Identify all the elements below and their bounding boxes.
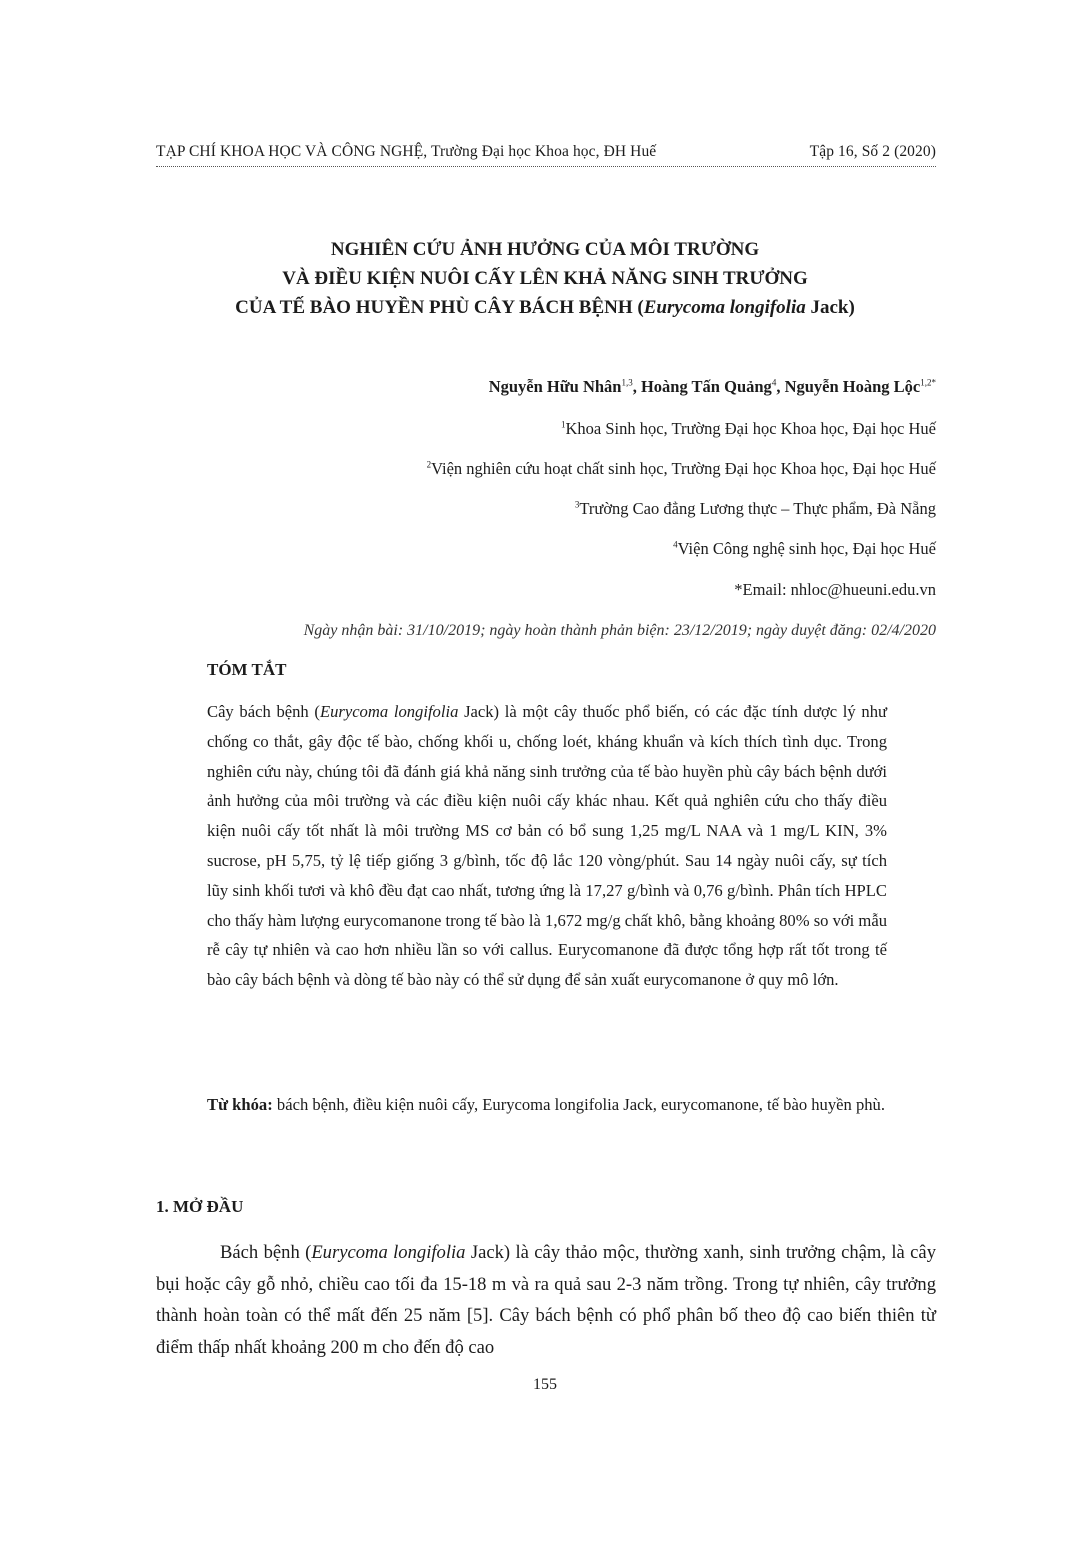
affiliation-1 [561, 419, 936, 439]
abstract-text: Jack) là một cây thuốc phổ biến, có các đặc tính dược lý như chống co thắt, gây độc tế bào, chống khối u, chống loét, kháng khuẩn và kích thích tình dục. Trong nghiên cứu này, chúng tôi đã đánh giá khả năng sinh trưởng của tế bào huyền phù cây bách bệnh dưới ảnh hưởng của môi trường và các điều kiện nuôi cấy khác nhau. Kết quả nghiên cứu cho thấy điều kiện nuôi cấy tốt nhất là môi trường MS cơ bản có bổ sung 1,25 mg/L NAA và 1 mg/L KIN, 3% sucrose, pH 5,75, tỷ lệ tiếp giống 3 g/bình, tốc độ lắc 120 vòng/phút. Sau 14 ngày nuôi cấy, sự tích lũy sinh khối tươi và khô đều đạt cao nhất, tương ứng là 17,27 g/bình và 0,76 g/bình. Phân tích HPLC cho thấy hàm lượng eurycomanone trong tế bào là 1,672 mg/g chất khô, bằng khoảng 80% so với mẫu rễ cây tự nhiên và cao hơn nhiều lần so với callus. Eurycomanone đã được tổng hợp rất tốt trong tế bào cây bách bệnh và dòng tế bào này có thể sử dụng để sản xuất eurycomanone ở quy mô lớn. [207, 702, 888, 990]
keywords-label: Từ khóa: [207, 1095, 273, 1114]
section-heading: 1. MỞ ĐẦU [156, 1197, 244, 1216]
title-line-2: VÀ ĐIỀU KIỆN NUÔI CẤY LÊN KHẢ NĂNG SINH TRƯỞNG [282, 268, 808, 289]
section-body [156, 1237, 936, 1363]
header-divider [156, 166, 936, 167]
keywords-text: bách bệnh, điều kiện nuôi cấy, Eurycoma longifolia Jack, eurycomanone, tế bào huyền phù. [272, 1095, 886, 1114]
author-affil-sup: 1,3 [621, 377, 633, 388]
title-line-3 [120, 293, 970, 322]
submission-dates: Ngày nhận bài: 31/10/2019; ngày hoàn thành phản biện: 23/12/2019; ngày duyệt đăng: 02/4/2020 [303, 622, 936, 639]
page-number: 155 [533, 1376, 557, 1393]
abstract-heading: TÓM TẮT [207, 660, 287, 679]
title-line-1: NGHIÊN CỨU ẢNH HƯỞNG CỦA MÔI TRƯỜNG [330, 239, 760, 260]
author-separator: , [776, 377, 785, 396]
corresponding-email: *Email: nhloc@hueuni.edu.vn [734, 580, 936, 599]
author-name: Hoàng Tấn Quảng [640, 377, 772, 396]
affiliation-sup: 3 [574, 499, 580, 510]
author-name: Nguyễn Hữu Nhân [488, 377, 622, 396]
affiliation-4 [673, 539, 936, 559]
volume-issue: Tập 16, Số 2 (2020) [809, 143, 936, 160]
affiliation-sup: 4 [673, 539, 678, 550]
affiliation-text: Trường Cao đẳng Lương thực – Thực phẩm, Đà Nẵng [579, 499, 936, 518]
journal-name: TẠP CHÍ KHOA HỌC VÀ CÔNG NGHỆ, Trường Đại học Khoa học, ĐH Huế [156, 143, 657, 160]
article-title [120, 235, 970, 322]
affiliation-text: Khoa Sinh học, Trường Đại học Khoa học, Đại học Huế [565, 419, 936, 438]
affiliation-2 [427, 459, 936, 479]
author-affil-sup: 1,2* [920, 377, 936, 388]
title-line-3-suffix: Jack) [805, 297, 855, 318]
affiliation-text: Viện Công nghệ sinh học, Đại học Huế [677, 539, 936, 558]
section-text: Jack) là cây thảo mộc, thường xanh, sinh trưởng chậm, là cây bụi hoặc cây gỗ nhỏ, chiều cao tối đa 15-18 m và ra quả sau 2-3 năm trồng. Trong tự nhiên, cây trưởng thành hoàn toàn có thể mất đến 25 năm [5]. Cây bách bệnh có phổ phân bố theo độ cao biến thiên từ điểm thấp nhất khoảng 200 m cho đến độ cao [156, 1242, 936, 1358]
author-name: Nguyễn Hoàng Lộc [784, 377, 921, 396]
author-separator: , [632, 377, 641, 396]
abstract-body [207, 697, 887, 995]
section-text: Bách bệnh ( [220, 1242, 312, 1263]
affiliation-3 [575, 499, 936, 519]
affiliation-sup: 1 [560, 419, 566, 430]
keywords [207, 1090, 887, 1120]
author-list [489, 377, 936, 397]
running-header [156, 143, 936, 167]
title-line-3-prefix: CỦA TẾ BÀO HUYỀN PHÙ CÂY BÁCH BỆNH ( [235, 297, 644, 318]
author-affil-sup: 4 [771, 377, 777, 388]
affiliation-sup: 2 [426, 459, 432, 470]
title-species: Eurycoma longifolia [643, 297, 806, 318]
affiliation-text: Viện nghiên cứu hoạt chất sinh học, Trường Đại học Khoa học, Đại học Huế [431, 459, 936, 478]
abstract-species: Eurycoma longifolia [319, 702, 459, 721]
abstract-text: Cây bách bệnh ( [207, 702, 320, 721]
section-species: Eurycoma longifolia [311, 1242, 466, 1263]
